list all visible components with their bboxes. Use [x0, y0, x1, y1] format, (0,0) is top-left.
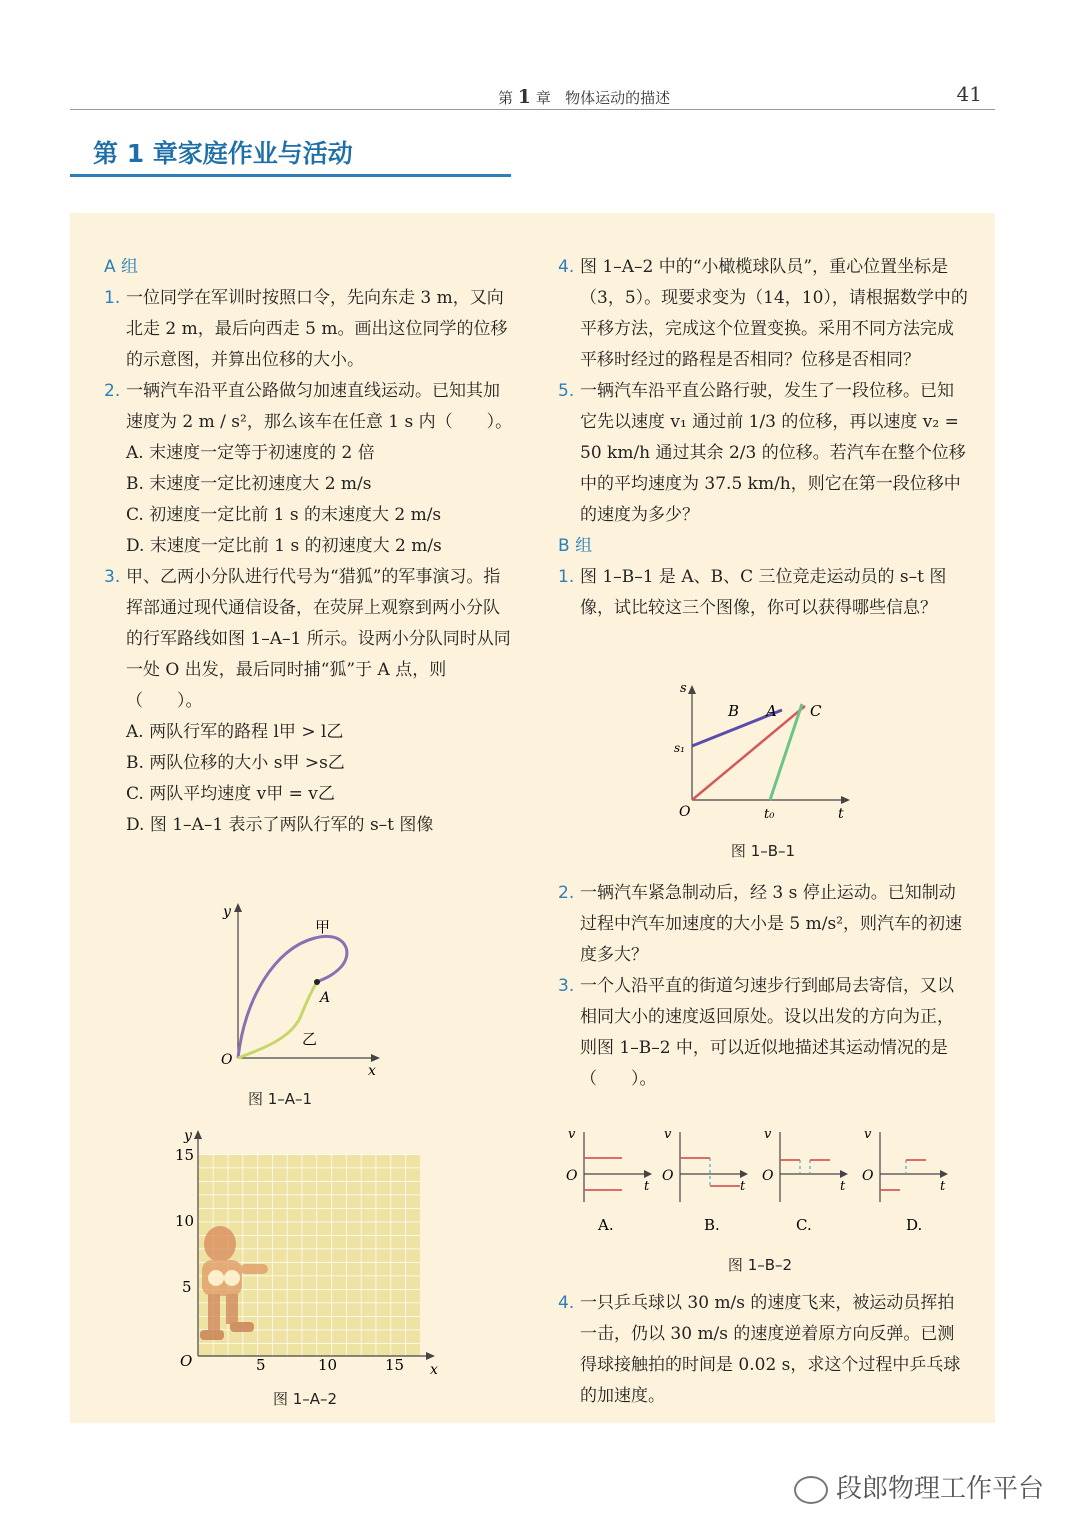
svg-text:t: t	[940, 1179, 946, 1194]
graph-option-d	[862, 1127, 948, 1234]
graph-option-a	[566, 1127, 652, 1234]
svg-text:v: v	[864, 1127, 872, 1142]
column-right-bottom	[558, 1288, 968, 1412]
question-a4: 4. 图 1–A–2 中的“小橄榄球队员”，重心位置坐标是（3，5）。现要求变为（14，10），请根据数学中的平移方法，完成这个位置变换。采用不同方法完成平移时经过的路程是否相同？位移是否相同？	[558, 257, 968, 370]
x-tick-10: 10	[318, 1356, 338, 1374]
figure-1-b-2	[560, 1122, 960, 1242]
svg-text:t: t	[840, 1179, 846, 1194]
page-number: 41	[956, 82, 982, 106]
path-label-yi: 乙	[302, 1030, 318, 1048]
graph-option-b	[662, 1127, 748, 1234]
title-underline	[70, 174, 511, 177]
x-tick-5: 5	[256, 1356, 266, 1374]
axis-label-x: x	[368, 1063, 376, 1079]
chapter-title: 物体运动的描述	[565, 89, 671, 107]
line-label-a: A	[766, 702, 777, 720]
option: D. 末速度一定比前 1 s 的初速度大 2 m/s	[126, 536, 442, 556]
chapter-header: 第 1 章 物体运动的描述	[498, 86, 671, 108]
option-label: B.	[704, 1216, 720, 1234]
figure-caption: 图 1–A–1	[247, 1090, 313, 1108]
svg-text:O: O	[862, 1168, 874, 1184]
axis-label-y: y	[223, 904, 231, 920]
option: A. 末速度一定等于初速度的 2 倍	[126, 443, 375, 463]
svg-text:v: v	[764, 1127, 772, 1142]
question-b4: 4. 一只乒乓球以 30 m/s 的速度飞来，被运动员挥拍一击，仍以 30 m/s 的速度逆着原方向反弹。已测得球接触拍的时间是 0.02 s，求这个过程中乒乓球的加速度。	[558, 1293, 961, 1406]
section-title: 第 1 章家庭作业与活动	[93, 139, 353, 168]
figure-caption: 图 1–A–2	[272, 1390, 338, 1408]
option-label: A.	[598, 1216, 614, 1234]
y-tick-15: 15	[175, 1146, 195, 1164]
option: A. 两队行军的路程 l甲 > l乙	[126, 722, 344, 742]
group-a-label: A 组	[104, 257, 139, 277]
axis-label-y: y	[184, 1128, 192, 1144]
s1-label: s₁	[674, 741, 685, 755]
column-right-lower	[558, 878, 968, 1095]
svg-text:v: v	[568, 1127, 576, 1142]
axis-label-s: s	[680, 681, 687, 696]
group-b-label: B 组	[558, 536, 593, 556]
svg-text:O: O	[566, 1168, 578, 1184]
option: C. 两队平均速度 v甲 = v乙	[126, 784, 335, 804]
y-tick-10: 10	[175, 1212, 195, 1230]
question-b1: 1. 图 1–B–1 是 A、B、C 三位竞走运动员的 s–t 图像，试比较这三个图像，你可以获得哪些信息？	[558, 567, 947, 618]
axis-label-t: t	[838, 806, 844, 822]
origin-label: O	[180, 1352, 193, 1370]
figure-1-a-2	[170, 1122, 450, 1384]
svg-text:t: t	[644, 1179, 650, 1194]
path-label-jia: 甲	[315, 918, 331, 936]
figure-1-b-1	[670, 680, 860, 830]
origin-label: O	[221, 1052, 233, 1068]
svg-text:O: O	[662, 1168, 674, 1184]
header-rule	[70, 109, 995, 110]
option: B. 末速度一定比初速度大 2 m/s	[126, 474, 372, 494]
svg-text:v: v	[664, 1127, 672, 1142]
line-label-c: C	[810, 702, 822, 720]
origin-label: O	[679, 804, 691, 820]
question-b2: 2. 一辆汽车紧急制动后，经 3 s 停止运动。已知制动过程中汽车加速度的大小是 5 m/s²，则汽车的初速度多大？	[558, 883, 963, 965]
watermark: 段郎物理工作平台	[794, 1468, 1044, 1505]
axis-label-x: x	[430, 1362, 438, 1378]
x-tick-15: 15	[385, 1356, 405, 1374]
option: C. 初速度一定比前 1 s 的末速度大 2 m/s	[126, 505, 442, 525]
option: B. 两队位移的大小 s甲 >s乙	[126, 753, 345, 773]
question-a1: 1. 一位同学在军训时按照口令，先向东走 3 m，又向北走 2 m，最后向西走 5 m。画出这位同学的位移的示意图，并算出位移的大小。	[104, 288, 508, 370]
column-left	[104, 252, 514, 841]
svg-text:O: O	[762, 1168, 774, 1184]
wechat-icon	[794, 1476, 828, 1504]
question-a3: 3. 甲、乙两小分队进行代号为“猎狐”的军事演习。指挥部通过现代通信设备，在荧屏上观察到两小分队的行军路线如图 1–A–1 所示。设两小分队同时从同一处 O 出发，最后同时捕“狐”于 A 点，则（ ）。	[104, 567, 511, 711]
figure-caption: 图 1–B–1	[730, 842, 796, 860]
figure-1-a-1	[205, 898, 395, 1083]
svg-text:t: t	[740, 1179, 746, 1194]
question-a2: 2. 一辆汽车沿平直公路做匀加速直线运动。已知其加速度为 2 m / s²，那么该车在任意 1 s 内（ ）。	[104, 381, 513, 432]
option-label: C.	[796, 1216, 812, 1234]
figure-caption: 图 1–B–2	[727, 1256, 793, 1274]
graph-option-c	[762, 1127, 848, 1234]
question-a5: 5. 一辆汽车沿平直公路行驶，发生了一段位移。已知它先以速度 v₁ 通过前 1/3 的位移，再以速度 v₂ = 50 km/h 通过其余 2/3 的位移。若汽车在整个位移中的平均速度为 37.5 km/h，则它在第一段位移中的速度为多少？	[558, 381, 966, 525]
option-label: D.	[906, 1216, 923, 1234]
line-label-b: B	[728, 702, 740, 720]
option: D. 图 1–A–1 表示了两队行军的 s–t 图像	[126, 815, 434, 835]
point-label-a: A	[320, 990, 331, 1006]
question-b3: 3. 一个人沿平直的街道匀速步行到邮局去寄信，又以相同大小的速度返回原处。设以出发的方向为正，则图 1–B–2 中，可以近似地描述其运动情况的是（ ）。	[558, 976, 954, 1089]
t0-label: t₀	[764, 807, 775, 822]
y-tick-5: 5	[182, 1278, 192, 1296]
column-right	[558, 252, 968, 624]
